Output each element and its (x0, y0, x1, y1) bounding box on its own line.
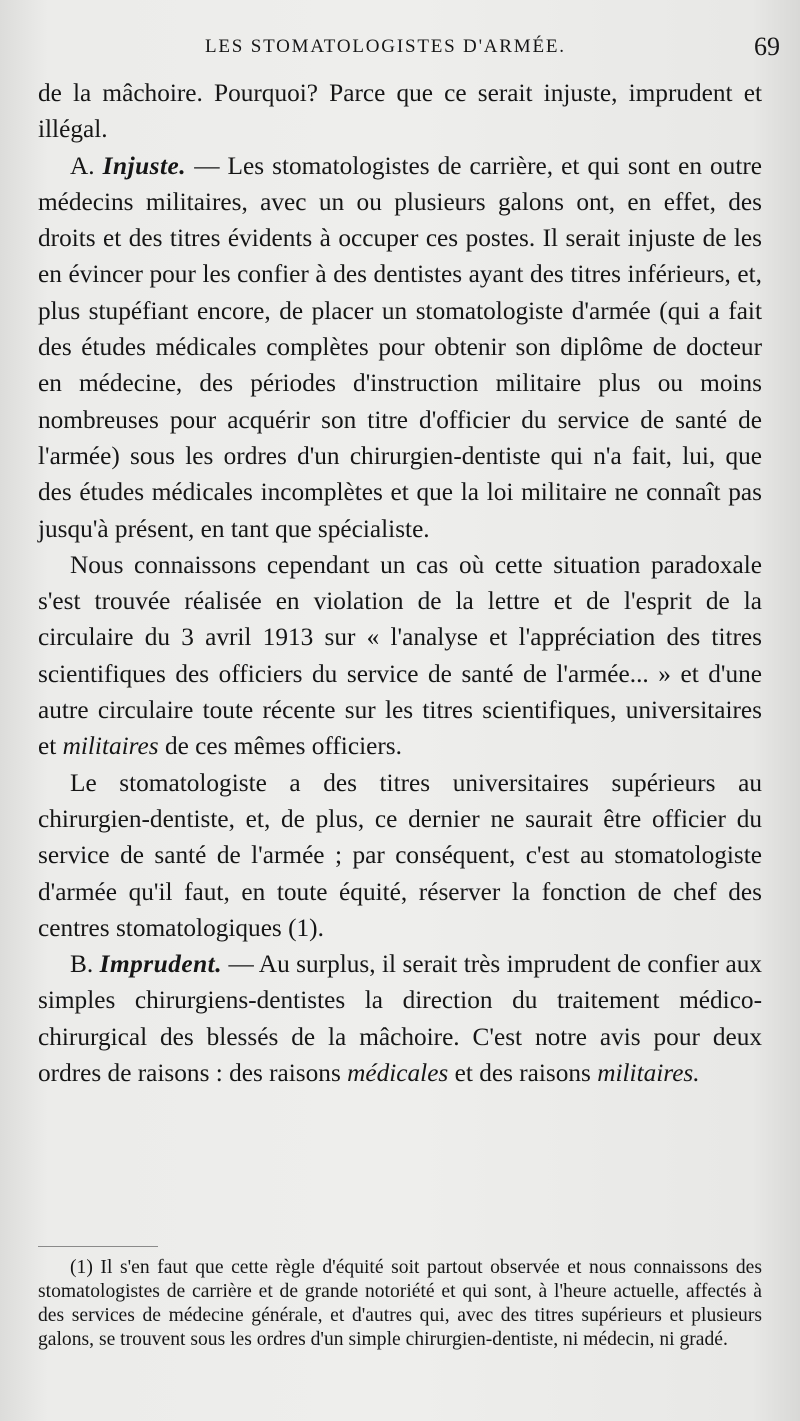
paragraph-3-text-a: Nous connaissons cependant un cas où cette situation paradoxale s'est trouvée réalisée en violation de la lettre et de l'esprit de la circulaire du 3 avril 1913 sur « l'analyse et l'appréciation des titres scientifiques des officiers du service de santé de l'armée... » et d'une autre circulaire toute récente sur les titres scientifiques, universitaires et (38, 550, 762, 761)
keyword-imprudent: Imprudent. (99, 950, 223, 979)
paragraph-imprudent-text: — Au surplus, il serait très imprudent de confier aux simples chirurgiens-dentistes la direction du traitement médico-chirurgical des blessés de la mâchoire. C'est notre avis pour deux ordres de raisons : des raisons (38, 950, 762, 1088)
section-label-b: B. (70, 950, 94, 979)
section-label-a: A. (70, 151, 95, 180)
italic-medicales: médicales (347, 1059, 449, 1088)
paragraph-3-text-b: de ces mêmes officiers. (164, 732, 402, 761)
paragraph-imprudent-mid: et des raisons (454, 1059, 591, 1088)
paragraph-3-italic: militaires (62, 732, 159, 761)
footnote-divider (38, 1246, 158, 1247)
paragraph-injuste-text: — Les stomatologistes de carrière, et qui sont en outre médecins militaires, avec un ou plusieurs galons ont, en effet, des droits et des titres évidents à occuper ces postes. Il serait injuste de les en évincer pour les confier à des dentistes ayant des titres inférieurs, et, plus stupéfiant encore, de placer un stomatologiste d'armée (qui a fait des études médicales complètes pour obtenir son diplôme de docteur en médecine, des périodes d'instruction militaire plus ou moins nombreuses pour acquérir son titre d'officier du service de santé de l'armée) sous les ordres d'un chirurgien-dentiste qui n'a fait, lui, que des études médicales incomplètes et que la loi militaire ne connaît pas jusqu'à présent, en tant que spécialiste. (38, 151, 763, 543)
paragraph-imprudent (38, 946, 762, 1091)
footnote (38, 1256, 762, 1352)
footnote-1-text: (1) Il s'en faut que cette règle d'équité soit partout observée et nous connaissons des stomatologistes de carrière et de grande notoriété et qui sont, à l'heure actuelle, affectés à des services de médecine générale, et d'autres qui, avec des titres supérieurs et plusieurs galons, se trouvent sous les ordres d'un simple chirurgien-dentiste, ni médecin, ni gradé. (38, 1257, 762, 1350)
paragraph-1 (38, 75, 762, 148)
keyword-injuste: Injuste. (102, 151, 187, 180)
main-text (38, 75, 762, 1091)
paragraph-4-text: Le stomatologiste a des titres universitaires supérieurs au chirurgien-dentiste, et, de plus, ce dernier ne saurait être officier du service de santé de l'armée ; par conséquent, c'est au stomatologiste d'armée qu'il faut, en toute équité, réserver la fonction de chef des centres stomatologiques (1). (38, 768, 762, 942)
page-number: 69 (754, 32, 780, 61)
page-header (0, 30, 800, 66)
footnote-1 (38, 1256, 762, 1352)
paragraph-3 (38, 547, 762, 765)
italic-militaires: militaires. (597, 1059, 700, 1088)
running-title: LES STOMATOLOGISTES D'ARMÉE. (205, 36, 566, 57)
paragraph-injuste (38, 148, 762, 547)
paragraph-1-text: de la mâchoire. Pourquoi? Parce que ce serait injuste, imprudent et illégal. (38, 79, 762, 144)
paragraph-4 (38, 765, 762, 946)
